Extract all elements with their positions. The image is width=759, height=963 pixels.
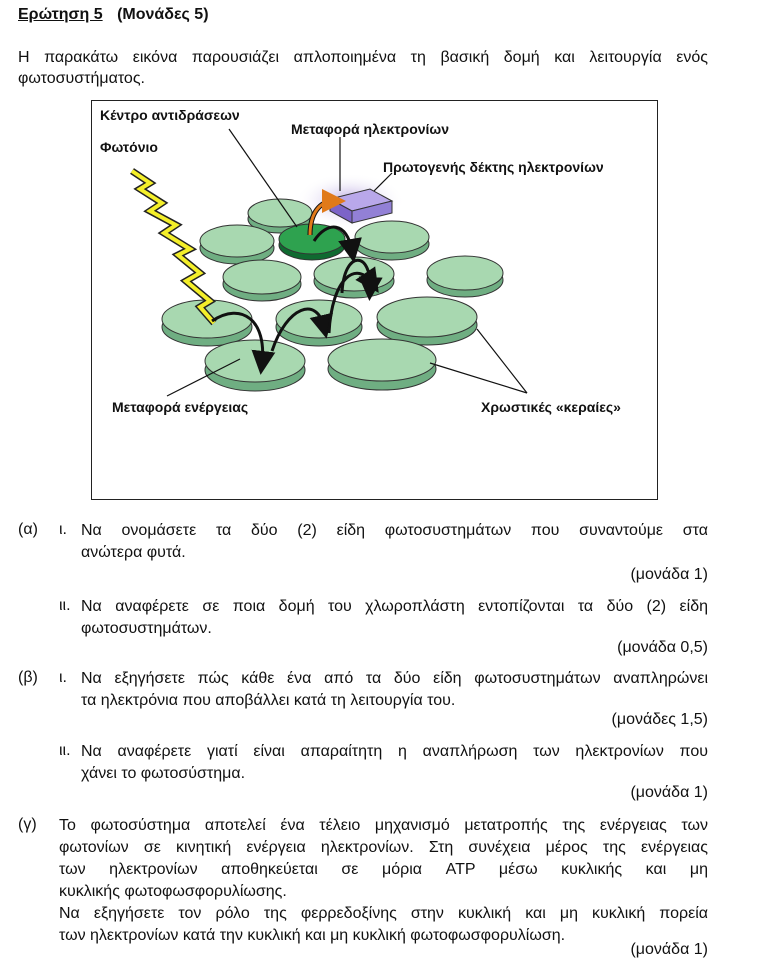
- label-primary-acceptor: Πρωτογενής δέκτης ηλεκτρονίων: [383, 159, 604, 175]
- disk-8: [276, 300, 362, 346]
- part-a-i-number: ι.: [59, 521, 67, 538]
- disk-7: [162, 300, 252, 346]
- part-c-label: (γ): [18, 816, 37, 833]
- disk-4: [223, 260, 301, 301]
- label-energy-transfer: Μεταφορά ενέργειας: [112, 399, 249, 415]
- part-a-i-line2: ανώτερα φυτά.: [81, 544, 186, 561]
- part-a-i-points: (μονάδα 1): [630, 566, 708, 583]
- label-antennas: Χρωστικές «κεραίες»: [481, 399, 621, 415]
- question-title: Ερώτηση 5: [18, 6, 103, 23]
- part-a-ii-points: (μονάδα 0,5): [617, 639, 708, 656]
- question-points: (Μονάδες 5): [117, 6, 209, 23]
- label-electron-transfer: Μεταφορά ηλεκτρονίων: [291, 121, 450, 137]
- part-a-label: (α): [18, 521, 38, 538]
- part-c-line5: Να εξηγήσετε τον ρόλο της φερρεδοξίνης στην κυκλική και μη κυκλική πορεία: [59, 905, 708, 922]
- disk-3: [355, 221, 429, 260]
- part-c-line1: Το φωτοσύστημα αποτελεί ένα τέλειο μηχανισμό μετατροπής της ενέργειας των: [59, 817, 708, 834]
- disk-2: [200, 225, 274, 264]
- label-reaction-center: Κέντρο αντιδράσεων: [100, 107, 240, 123]
- part-b-ii-line1: Να αναφέρετε γιατί είναι απαραίτητη η αναπλήρωση των ηλεκτρονίων που: [81, 743, 708, 760]
- part-c-line3: των ηλεκτρονίων αποθηκεύεται σε μόρια ATP μέσω κυκλικής και μη: [59, 861, 708, 878]
- disk-5: [314, 257, 394, 298]
- part-b-i-number: ι.: [59, 669, 67, 686]
- question-intro: Η παρακάτω εικόνα παρουσιάζει απλοποιημένα τη βασική δομή και λειτουργία ενός φωτοσυστήματος.: [18, 49, 708, 87]
- photosystem-figure: [91, 100, 658, 500]
- part-c-line4: κυκλικής φωτοφωσφορυλίωσης.: [59, 883, 287, 900]
- part-b-i-line2: τα ηλεκτρόνια που αποβάλλει κατά τη λειτουργία του.: [81, 692, 456, 709]
- label-photon: Φωτόνιο: [100, 139, 158, 155]
- question-heading: [18, 6, 209, 24]
- part-c-points: (μονάδα 1): [630, 941, 708, 958]
- part-c-line2: φωτονίων σε κινητική ενέργεια ηλεκτρονίων. Στη συνέχεια μέρος της ενέργειας: [59, 839, 708, 856]
- disk-11: [328, 339, 436, 390]
- part-b-label: (β): [18, 669, 38, 686]
- part-a-ii-number: ιι.: [59, 597, 71, 614]
- part-b-ii-number: ιι.: [59, 742, 71, 759]
- part-a-ii-line2: φωτοσυστημάτων.: [81, 620, 212, 637]
- part-c-line6: των ηλεκτρονίων κατά την κυκλική και μη κυκλική φωτοφωσφορυλίωση.: [59, 927, 566, 944]
- part-b-ii-line2: χάνει το φωτοσύστημα.: [81, 765, 246, 782]
- part-a-ii-line1: Να αναφέρετε σε ποια δομή του χλωροπλάστη εντοπίζονται τα δύο (2) είδη: [81, 598, 708, 615]
- disk-9: [377, 297, 477, 345]
- disk-10: [205, 340, 305, 391]
- part-a-i-line1: Να ονομάσετε τα δύο (2) είδη φωτοσυστημάτων που συναντούμε στα: [81, 522, 708, 539]
- part-b-ii-points: (μονάδα 1): [630, 784, 708, 801]
- part-b-i-line1: Να εξηγήσετε πώς κάθε ένα από τα δύο είδη φωτοσυστημάτων αναπληρώνει: [81, 670, 708, 687]
- disk-6: [427, 256, 503, 297]
- part-b-i-points: (μονάδες 1,5): [611, 711, 708, 728]
